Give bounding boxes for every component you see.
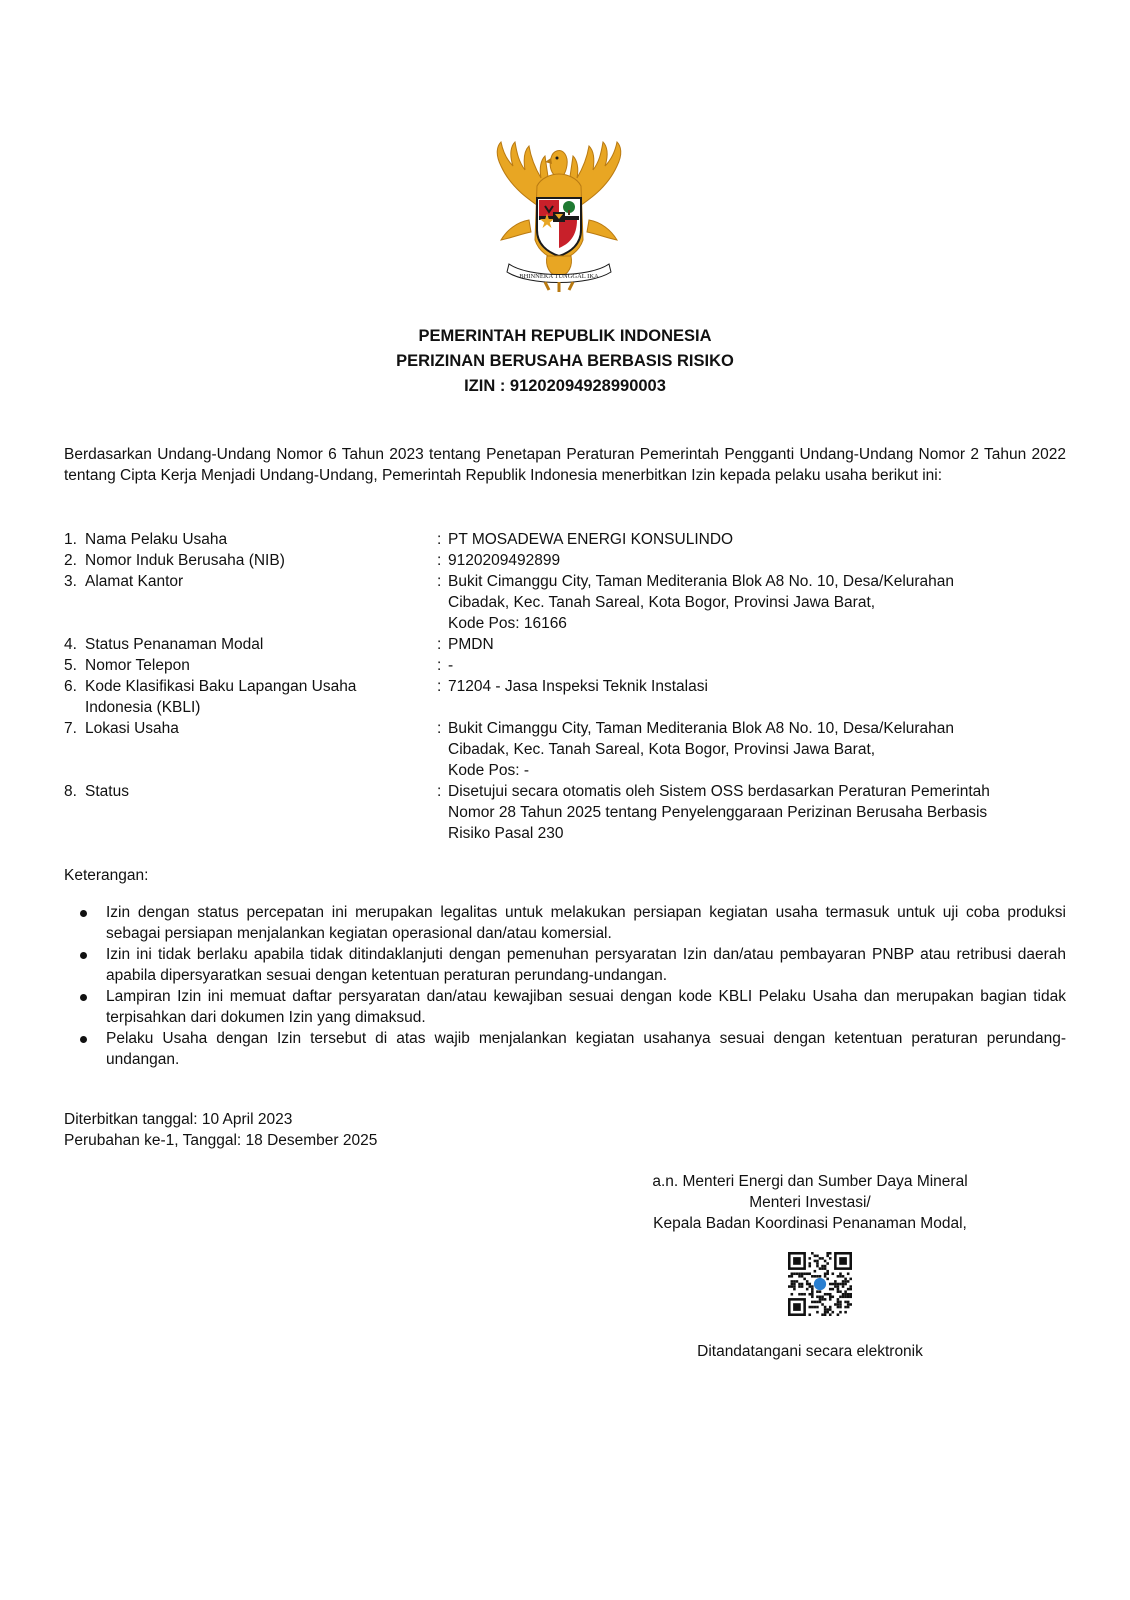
detail-label: [85, 760, 437, 781]
detail-number: [64, 739, 85, 760]
detail-colon: [437, 697, 448, 718]
note-item: Pelaku Usaha dengan Izin tersebut di atas wajib menjalankan kegiatan usahanya sesuai dengan ketentuan peraturan perundang-undangan.: [64, 1028, 1066, 1070]
detail-value: [448, 697, 1018, 718]
heading-permit-number: IZIN : 91202094928990003: [464, 377, 666, 395]
detail-label: Kode Klasifikasi Baku Lapangan Usaha: [85, 678, 357, 695]
detail-colon: [437, 739, 448, 760]
heading-permit-type: PERIZINAN BERUSAHA BERBASIS RISIKO: [396, 352, 734, 370]
detail-colon: [437, 613, 448, 634]
detail-colon: :: [437, 531, 442, 548]
detail-value: Kode Pos: -: [448, 762, 529, 779]
detail-label: Nama Pelaku Usaha: [85, 531, 228, 548]
detail-label: Indonesia (KBLI): [85, 699, 201, 716]
detail-row: [64, 655, 1066, 676]
detail-number: [64, 802, 85, 823]
detail-row: [64, 676, 1066, 697]
detail-label: Nomor Induk Berusaha (NIB): [85, 552, 285, 569]
business-details-list: [64, 529, 1066, 844]
detail-value: Kode Pos: 16166: [448, 615, 567, 632]
signatory-line-2: Menteri Investasi/: [749, 1194, 871, 1211]
detail-colon: :: [437, 657, 442, 674]
detail-label: [85, 613, 437, 634]
detail-colon: :: [437, 636, 442, 653]
qr-code-icon: [788, 1252, 852, 1316]
detail-row-continuation: [64, 823, 1066, 844]
detail-number: 4.: [64, 636, 77, 653]
detail-colon: :: [437, 678, 442, 695]
bullet-icon: [80, 910, 87, 917]
bullet-icon: [80, 952, 87, 959]
detail-label: Alamat Kantor: [85, 573, 184, 590]
detail-label: [85, 823, 437, 844]
detail-number: [64, 760, 85, 781]
detail-colon: :: [437, 573, 442, 590]
amendment-date: Perubahan ke-1, Tanggal: 18 Desember 2025: [64, 1132, 378, 1149]
detail-colon: :: [437, 720, 442, 737]
detail-number: 1.: [64, 531, 77, 548]
detail-colon: :: [437, 552, 442, 569]
keterangan-title: Keterangan:: [64, 867, 149, 884]
detail-value: Risiko Pasal 230: [448, 825, 564, 842]
detail-value: Bukit Cimanggu City, Taman Mediterania Blok A8 No. 10, Desa/Kelurahan: [448, 720, 955, 737]
detail-label: [85, 592, 437, 613]
note-item: Izin dengan status percepatan ini merupakan legalitas untuk melakukan persiapan kegiatan usaha termasuk untuk uji coba produksi sebagai persiapan menjalankan kegiatan operasional dan/atau komersial.: [64, 902, 1066, 944]
detail-number: 7.: [64, 720, 77, 737]
detail-number: [64, 592, 85, 613]
detail-number: [64, 613, 85, 634]
issue-info: [64, 1109, 377, 1151]
detail-value: Cibadak, Kec. Tanah Sareal, Kota Bogor, Provinsi Jawa Barat,: [448, 594, 876, 611]
detail-colon: [437, 823, 448, 844]
detail-label: [85, 739, 437, 760]
detail-label: Lokasi Usaha: [85, 720, 179, 737]
intro-paragraph: Berdasarkan Undang-Undang Nomor 6 Tahun 2023 tentang Penetapan Peraturan Pemerintah Pengganti Undang-Undang Nomor 2 Tahun 2022 tentang Cipta Kerja Menjadi Undang-Undang, Pemerintah Republik Indonesia menerbitkan Izin kepada pelaku usaha berikut ini:: [64, 446, 1066, 484]
detail-value: PMDN: [448, 636, 494, 653]
detail-number: [64, 823, 85, 844]
detail-value: Nomor 28 Tahun 2025 tentang Penyelenggaraan Perizinan Berusaha Berbasis: [448, 804, 988, 821]
issued-date: Diterbitkan tanggal: 10 April 2023: [64, 1111, 293, 1128]
detail-number: [64, 697, 85, 718]
detail-label: Status Penanaman Modal: [85, 636, 264, 653]
detail-value: Cibadak, Kec. Tanah Sareal, Kota Bogor, Provinsi Jawa Barat,: [448, 741, 876, 758]
detail-value: -: [448, 657, 454, 674]
detail-row-continuation: [64, 592, 1066, 613]
detail-value: 9120209492899: [448, 552, 561, 569]
garuda-emblem-icon: [489, 140, 629, 300]
motto-text: BHINNEKA TUNGGAL IKA: [519, 273, 599, 280]
document-heading: [0, 324, 1130, 399]
electronic-signature-note: Ditandatangani secara elektronik: [697, 1343, 923, 1360]
detail-value: 71204 - Jasa Inspeksi Teknik Instalasi: [448, 678, 708, 695]
detail-row: [64, 529, 1066, 550]
bullet-icon: [80, 994, 87, 1001]
detail-number: 3.: [64, 573, 77, 590]
detail-colon: :: [437, 783, 442, 800]
detail-row: [64, 550, 1066, 571]
detail-row-continuation: [64, 760, 1066, 781]
detail-value: Disetujui secara otomatis oleh Sistem OSS berdasarkan Peraturan Pemerintah: [448, 783, 990, 800]
detail-value: PT MOSADEWA ENERGI KONSULINDO: [448, 531, 734, 548]
detail-label: [85, 802, 437, 823]
detail-number: 6.: [64, 678, 77, 695]
detail-colon: [437, 802, 448, 823]
detail-row: [64, 781, 1066, 802]
notes-list: [64, 902, 1066, 1070]
detail-row-continuation: [64, 697, 1066, 718]
detail-colon: [437, 592, 448, 613]
detail-row-continuation: [64, 739, 1066, 760]
note-item: Lampiran Izin ini memuat daftar persyaratan dan/atau kewajiban sesuai dengan kode KBLI Pelaku Usaha dan merupakan bagian tidak terpisahkan dari dokumen Izin yang dimaksud.: [64, 986, 1066, 1028]
signatory-line-1: a.n. Menteri Energi dan Sumber Daya Mineral: [652, 1173, 968, 1190]
detail-number: 5.: [64, 657, 77, 674]
detail-row: [64, 634, 1066, 655]
note-item: Izin ini tidak berlaku apabila tidak ditindaklanjuti dengan pemenuhan persyaratan Izin dan/atau pembayaran PNBP atau retribusi daerah apabila dipersyaratkan sesuai dengan ketentuan peraturan perundang-undangan.: [64, 944, 1066, 986]
detail-label: Status: [85, 783, 129, 800]
detail-row: [64, 718, 1066, 739]
detail-row: [64, 571, 1066, 592]
detail-number: 8.: [64, 783, 77, 800]
heading-government: PEMERINTAH REPUBLIK INDONESIA: [418, 327, 712, 345]
detail-row-continuation: [64, 802, 1066, 823]
detail-colon: [437, 760, 448, 781]
signatory-block: [630, 1171, 990, 1234]
signatory-line-3: Kepala Badan Koordinasi Penanaman Modal,: [653, 1215, 967, 1232]
detail-number: 2.: [64, 552, 77, 569]
detail-label: Nomor Telepon: [85, 657, 190, 674]
bullet-icon: [80, 1036, 87, 1043]
detail-row-continuation: [64, 613, 1066, 634]
detail-value: Bukit Cimanggu City, Taman Mediterania Blok A8 No. 10, Desa/Kelurahan: [448, 573, 955, 590]
